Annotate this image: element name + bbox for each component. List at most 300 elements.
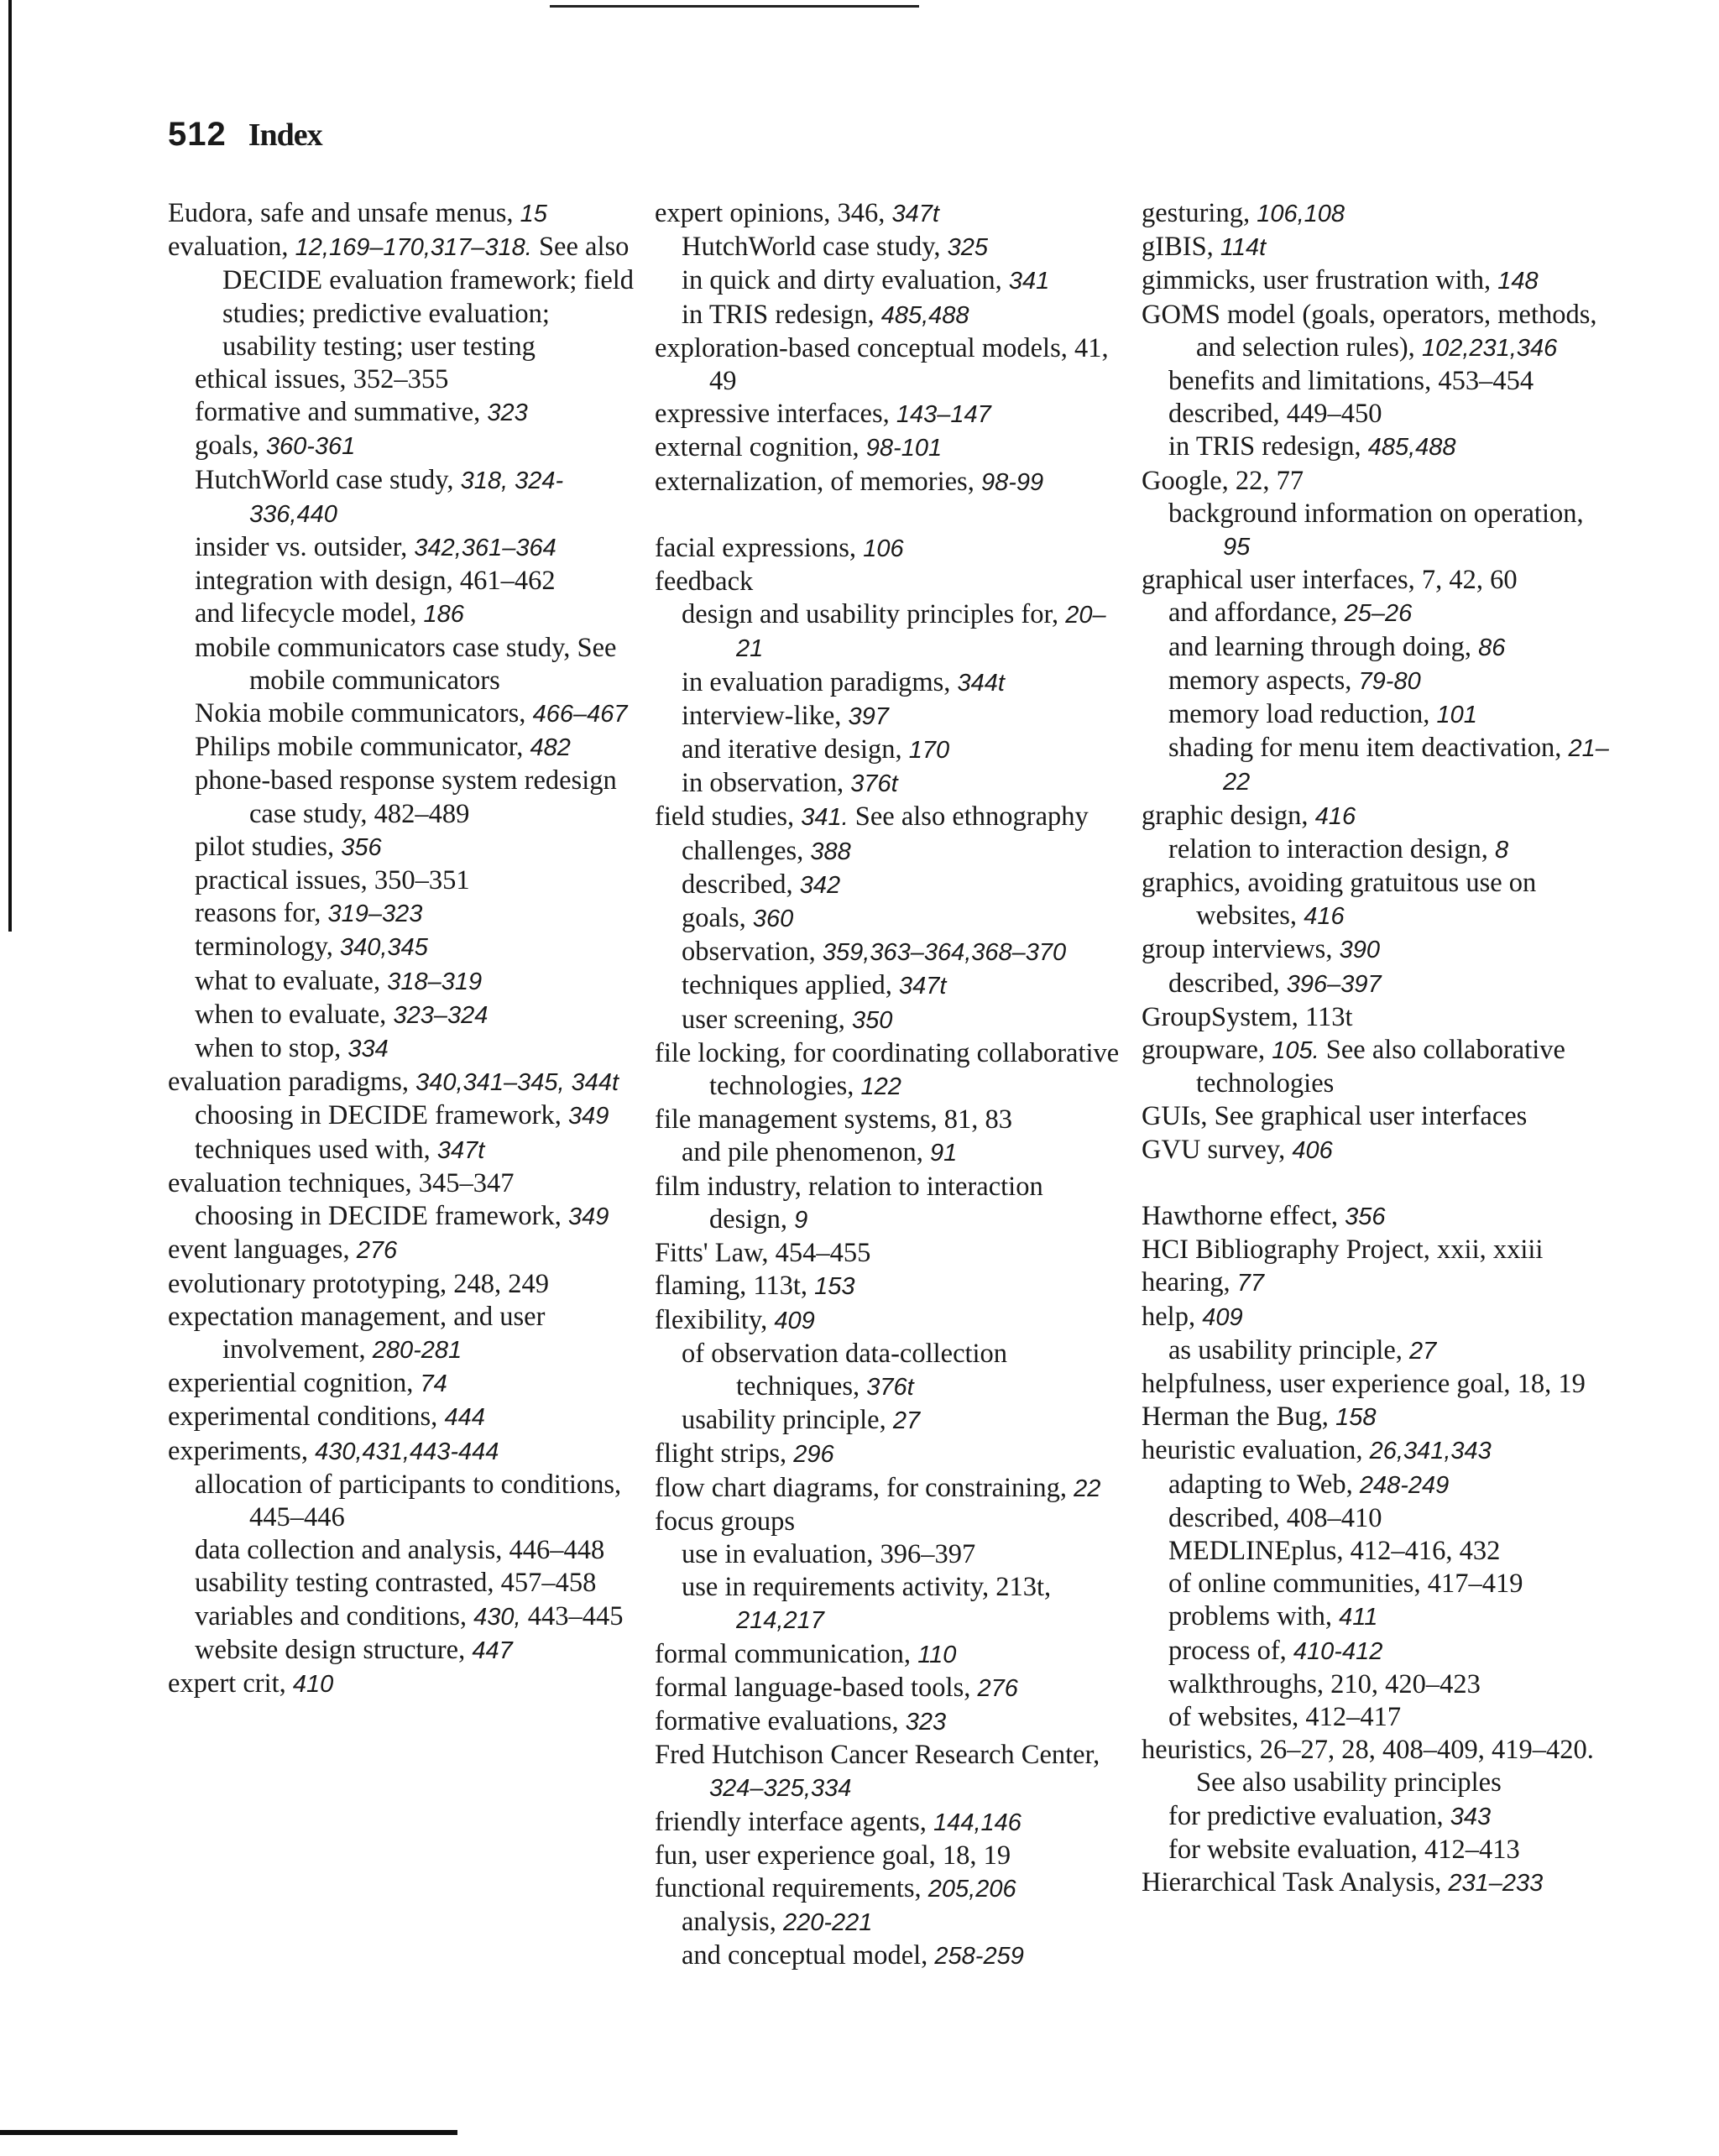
index-entry <box>1142 1100 1612 1133</box>
entry-pages: 409 <box>774 1307 815 1334</box>
index-entry <box>1142 231 1612 264</box>
entry-term: in TRIS redesign, <box>682 299 875 330</box>
entry-pages: 447 <box>472 1637 513 1664</box>
entry-pages: 8 <box>1494 836 1509 864</box>
index-subentry <box>655 902 1125 936</box>
index-entry <box>168 1167 638 1200</box>
index-subentry <box>655 231 1125 264</box>
entry-pages: 319–323 <box>327 901 423 928</box>
entry-pages: 101 <box>1436 702 1477 729</box>
index-subentry <box>655 869 1125 902</box>
index-subentry <box>168 1567 638 1600</box>
entry-pages: 324–325,334 <box>709 1775 852 1803</box>
entry-pages: 102,231,346 <box>1421 334 1558 362</box>
entry-pages: 342,361–364 <box>414 535 556 562</box>
entry-term: facial expressions, <box>655 532 857 563</box>
entry-pages: 12,169–170,317–318. <box>295 234 532 262</box>
entry-term: usability principle, <box>682 1405 886 1436</box>
entry-term: user screening, <box>682 1004 845 1035</box>
entry-term: insider vs. outsider, <box>195 532 408 563</box>
entry-term: use in requirements activity, 213t, <box>682 1572 1052 1603</box>
index-subentry <box>1142 631 1612 665</box>
entry-term: evaluation, <box>168 232 289 263</box>
index-entry <box>1142 1034 1612 1100</box>
entry-term: website design structure, <box>195 1634 466 1665</box>
entry-pages: 15 <box>520 201 547 227</box>
index-entry <box>655 1840 1125 1872</box>
entry-term: in TRIS redesign, <box>1168 431 1361 462</box>
index-entry <box>1142 800 1612 833</box>
index-entry <box>655 1705 1125 1739</box>
entry-pages: 406 <box>1292 1136 1333 1164</box>
entry-term: described, <box>682 869 793 900</box>
entry-term: external cognition, <box>655 432 860 463</box>
entry-pages: 360-361 <box>265 433 356 461</box>
entry-pages: 98-99 <box>980 468 1044 496</box>
index-subentry <box>168 363 638 396</box>
entry-pages: 95 <box>1223 534 1251 561</box>
index-entry <box>1142 1200 1612 1234</box>
index-subentry <box>655 299 1125 332</box>
entry-term: file management systems, 81, 83 <box>655 1104 1013 1135</box>
entry-term: adapting to Web, <box>1168 1469 1353 1500</box>
index-entry <box>655 1872 1125 1906</box>
index-subentry <box>168 864 638 897</box>
entry-term: HCI Bibliography Project, xxii, xxiii <box>1142 1235 1544 1266</box>
entry-pages: 359,363–364,368–370 <box>822 939 1067 967</box>
entry-term: ethical issues, 352–355 <box>195 364 449 395</box>
entry-pages: 91 <box>930 1140 958 1167</box>
index-entry <box>1142 1734 1612 1799</box>
entry-term: described, 408–410 <box>1168 1502 1382 1533</box>
index-subentry <box>1142 1701 1612 1734</box>
entry-pages: 430,431,443-444 <box>315 1438 499 1465</box>
index-entry <box>168 1668 638 1701</box>
index-subentry <box>1142 1469 1612 1502</box>
index-entry <box>655 398 1125 431</box>
running-head: Index <box>248 117 322 153</box>
index-subentry <box>168 931 638 964</box>
entry-pages: 86 <box>1478 634 1506 661</box>
entry-term: memory load reduction, <box>1168 699 1430 730</box>
entry-term: as usability principle, <box>1168 1334 1403 1365</box>
index-subentry <box>655 969 1125 1003</box>
entry-pages: 466–467 <box>532 701 628 728</box>
index-column-2 <box>655 197 1125 1974</box>
index-entry <box>1142 1234 1612 1266</box>
entry-term: flexibility, <box>655 1304 768 1335</box>
index-entry <box>655 1270 1125 1303</box>
index-subentry <box>168 965 638 999</box>
index-subentry <box>168 430 638 463</box>
index-subentry <box>655 598 1125 666</box>
entry-term: GOMS model (goals, operators, methods, and selection rules), <box>1142 299 1597 363</box>
entry-term: process of, <box>1168 1635 1287 1666</box>
index-subentry <box>168 1634 638 1668</box>
entry-term: for predictive evaluation, <box>1168 1800 1444 1831</box>
index-subentry <box>655 1538 1125 1571</box>
entry-term: reasons for, <box>195 898 321 929</box>
index-entry <box>655 332 1125 398</box>
entry-term: focus groups <box>655 1506 795 1537</box>
index-subentry <box>168 1469 638 1534</box>
entry-pages: 214,217 <box>736 1607 824 1635</box>
index-column-1 <box>168 197 638 1701</box>
entry-pages: 318, 324-336,440 <box>249 467 564 528</box>
entry-pages: 318–319 <box>387 968 483 995</box>
entry-term: techniques used with, <box>195 1134 431 1165</box>
index-entry <box>655 431 1125 465</box>
entry-pages: 349 <box>567 1103 609 1130</box>
index-subentry <box>168 1099 638 1133</box>
index-subentry <box>1142 1535 1612 1568</box>
entry-pages: 485,488 <box>880 301 969 329</box>
entry-pages: 144,146 <box>933 1809 1021 1836</box>
entry-pages: 27 <box>892 1407 921 1435</box>
page-number: 512 <box>168 116 227 153</box>
index-subentry <box>168 1032 638 1066</box>
entry-pages: 74 <box>420 1370 447 1398</box>
index-subentry <box>655 1571 1125 1637</box>
entry-term: challenges, <box>682 835 804 866</box>
entry-term: GVU survey, <box>1142 1134 1286 1165</box>
entry-pages: 360 <box>752 906 794 933</box>
entry-term: memory aspects, <box>1168 665 1352 696</box>
index-subentry <box>168 1200 638 1234</box>
index-subentry <box>1142 1834 1612 1866</box>
entry-term: heuristic evaluation, <box>1142 1435 1363 1466</box>
entry-pages: 390 <box>1339 937 1380 964</box>
entry-term: experiments, <box>168 1435 308 1466</box>
entry-term: when to stop, <box>195 1033 342 1064</box>
index-subentry <box>168 731 638 765</box>
index-entry <box>1142 564 1612 597</box>
entry-pages: 258-259 <box>934 1943 1024 1971</box>
entry-term: Philips mobile communicator, <box>195 732 524 763</box>
entry-pages: 376t <box>866 1373 914 1401</box>
index-subentry <box>168 831 638 864</box>
entry-pages: 347t <box>436 1136 485 1164</box>
entry-term: variables and conditions, <box>195 1600 468 1631</box>
index-entry <box>655 566 1125 598</box>
entry-term: MEDLINEplus, 412–416, 432 <box>1168 1535 1501 1566</box>
index-subentry <box>655 1906 1125 1939</box>
index-entry <box>168 1301 638 1367</box>
index-subentry <box>655 767 1125 801</box>
entry-pages: 325 <box>947 234 988 262</box>
index-entry <box>655 1506 1125 1538</box>
entry-pages: 444 <box>444 1404 485 1432</box>
entry-pages: 27 <box>1409 1337 1437 1365</box>
index-subentry <box>655 666 1125 700</box>
index-subentry <box>1142 365 1612 398</box>
entry-term: analysis, <box>682 1907 776 1938</box>
index-subentry <box>1142 597 1612 630</box>
entry-pages: 276 <box>356 1237 398 1265</box>
entry-pages: 22 <box>1074 1475 1101 1502</box>
entry-term: help, <box>1142 1301 1196 1332</box>
index-entry <box>1142 465 1612 498</box>
index-subentry <box>168 999 638 1032</box>
entry-pages: 323 <box>487 399 528 427</box>
entry-term: and learning through doing, <box>1168 631 1472 662</box>
index-subentry <box>168 765 638 830</box>
index-entry <box>1142 197 1612 231</box>
entry-term: relation to interaction design, <box>1168 833 1488 864</box>
entry-term: flight strips, <box>655 1438 787 1470</box>
index-subentry <box>1142 431 1612 464</box>
entry-term: exploration-based conceptual models, 41, 49 <box>655 332 1109 397</box>
entry-term: when to evaluate, <box>195 999 387 1030</box>
entry-term: graphics, avoiding gratuitous use on websites, <box>1142 868 1537 932</box>
entry-pages: 356 <box>1345 1203 1386 1230</box>
entry-pages: 334 <box>347 1036 389 1063</box>
entry-term: problems with, <box>1168 1601 1332 1632</box>
entry-term: HutchWorld case study, <box>682 232 941 263</box>
index-subentry <box>1142 833 1612 867</box>
entry-pages: 21–22 <box>1223 735 1609 796</box>
index-entry <box>655 466 1125 499</box>
index-subentry <box>1142 665 1612 698</box>
entry-term: design and usability principles for, <box>682 599 1059 630</box>
entry-pages: 143–147 <box>896 401 991 429</box>
index-entry <box>655 1806 1125 1840</box>
index-entry <box>655 1438 1125 1471</box>
entry-term: integration with design, 461–462 <box>195 566 556 597</box>
index-subentry <box>168 1534 638 1567</box>
index-subentry <box>655 1004 1125 1037</box>
entry-pages: 340,345 <box>340 934 428 962</box>
entry-term: fun, user experience goal, 18, 19 <box>655 1840 1011 1871</box>
entry-continuation: See also DECIDE evaluation framework; field studies; predictive evaluation; usability testing; user testing <box>222 232 635 362</box>
entry-continuation: See also ethnography <box>854 801 1089 833</box>
entry-pages: 122 <box>860 1073 901 1101</box>
index-entry <box>168 1268 638 1301</box>
entry-term: and affordance, <box>1168 598 1338 629</box>
entry-term: GroupSystem, 113t <box>1142 1001 1353 1032</box>
entry-pages: 148 <box>1497 268 1539 295</box>
index-subentry <box>168 396 638 430</box>
entry-term: gesturing, <box>1142 198 1251 228</box>
entry-term: Nokia mobile communicators, <box>195 698 526 729</box>
entry-pages: 323–324 <box>393 1001 489 1029</box>
index-subentry <box>655 1939 1125 1973</box>
entry-pages: 153 <box>814 1273 855 1301</box>
entry-continuation: 443–445 <box>527 1600 624 1631</box>
entry-pages: 20–21 <box>736 602 1106 663</box>
entry-pages: 170 <box>908 737 950 765</box>
index-entry <box>655 1037 1125 1104</box>
entry-pages: 397 <box>848 702 889 730</box>
index-subentry <box>1142 1600 1612 1634</box>
entry-pages: 323 <box>905 1708 947 1736</box>
entry-pages: 347t <box>899 973 947 1000</box>
index-entry <box>1142 933 1612 967</box>
entry-term: practical issues, 350–351 <box>195 865 470 896</box>
index-column-3 <box>1142 197 1612 1900</box>
entry-term: Hawthorne effect, <box>1142 1200 1339 1231</box>
entry-term: event languages, <box>168 1235 350 1266</box>
entry-term: use in evaluation, 396–397 <box>682 1538 976 1569</box>
index-entry <box>1142 1001 1612 1034</box>
entry-term: expert crit, <box>168 1668 286 1699</box>
index-subentry <box>1142 498 1612 564</box>
entry-term: film industry, relation to interaction design, <box>655 1171 1043 1235</box>
entry-pages: 409 <box>1202 1303 1243 1331</box>
entry-term: HutchWorld case study, <box>195 464 454 495</box>
entry-term: and iterative design, <box>682 734 902 765</box>
index-subentry <box>168 697 638 731</box>
index-entry <box>168 1401 638 1434</box>
index-subentry <box>168 565 638 598</box>
index-entry <box>655 1104 1125 1136</box>
entry-term: flow chart diagrams, for constraining, <box>655 1472 1067 1503</box>
index-entry <box>168 231 638 363</box>
index-subentry <box>168 598 638 631</box>
index-subentry <box>168 632 638 697</box>
entry-term: formative evaluations, <box>655 1705 899 1736</box>
entry-term: goals, <box>682 903 746 934</box>
entry-pages: 205,206 <box>927 1875 1016 1903</box>
index-entry <box>1142 264 1612 298</box>
entry-pages: 411 <box>1339 1604 1378 1631</box>
index-subentry <box>1142 698 1612 732</box>
entry-term: of websites, 412–417 <box>1168 1701 1402 1732</box>
index-entry <box>1142 1434 1612 1468</box>
entry-pages: 416 <box>1304 903 1345 931</box>
entry-pages: 158 <box>1335 1404 1377 1432</box>
entry-term: formative and summative, <box>195 397 481 428</box>
index-subentry <box>168 1134 638 1167</box>
entry-term: flaming, 113t, <box>655 1271 808 1302</box>
index-entry <box>168 197 638 231</box>
entry-term: expressive interfaces, <box>655 399 890 430</box>
entry-term: Fred Hutchison Cancer Research Center, <box>655 1740 1100 1771</box>
entry-term: friendly interface agents, <box>655 1806 927 1837</box>
entry-term: field studies, <box>655 801 795 833</box>
index-subentry <box>1142 1668 1612 1701</box>
entry-term: shading for menu item deactivation, <box>1168 733 1562 764</box>
index-entry <box>168 1367 638 1401</box>
entry-term: and lifecycle model, <box>195 598 417 629</box>
entry-term: what to evaluate, <box>195 965 381 996</box>
left-scan-edge <box>8 0 12 932</box>
entry-term: graphic design, <box>1142 800 1309 831</box>
entry-term: experiential cognition, <box>168 1368 414 1399</box>
index-subentry <box>655 936 1125 969</box>
index-subentry <box>655 1338 1125 1404</box>
entry-pages: 231–233 <box>1448 1869 1544 1897</box>
index-entry <box>655 1472 1125 1506</box>
entry-term: and pile phenomenon, <box>682 1137 923 1168</box>
entry-term: described, <box>1168 968 1280 999</box>
entry-term: functional requirements, <box>655 1872 922 1903</box>
index-entry <box>1142 867 1612 933</box>
index-entry <box>655 532 1125 566</box>
entry-term: evaluation techniques, 345–347 <box>168 1167 515 1198</box>
entry-term: evolutionary prototyping, 248, 249 <box>168 1268 550 1299</box>
entry-pages: 296 <box>793 1441 834 1469</box>
entry-term: evaluation paradigms, <box>168 1067 409 1098</box>
entry-term: and conceptual model, <box>682 1940 928 1971</box>
entry-pages: 410-412 <box>1293 1637 1383 1665</box>
entry-pages: 347t <box>891 201 939 227</box>
entry-term: in observation, <box>682 768 844 799</box>
top-rule <box>550 5 919 8</box>
entry-pages: 344t <box>957 669 1005 697</box>
entry-pages: 248-249 <box>1359 1471 1450 1499</box>
entry-term: hearing, <box>1142 1267 1230 1298</box>
entry-term: for website evaluation, 412–413 <box>1168 1834 1520 1865</box>
entry-pages: 110 <box>917 1641 957 1668</box>
entry-term: described, 449–450 <box>1168 399 1382 430</box>
index-subentry <box>1142 1502 1612 1535</box>
index-subentry <box>655 733 1125 767</box>
entry-pages: 416 <box>1314 802 1356 830</box>
entry-term: group interviews, <box>1142 934 1333 965</box>
entry-term: mobile communicators case study, See mobile communicators <box>195 632 617 696</box>
entry-pages: 26,341,343 <box>1369 1438 1492 1465</box>
entry-term: observation, <box>682 937 816 968</box>
entry-pages: 280-281 <box>372 1336 462 1364</box>
entry-pages: 356 <box>341 833 382 861</box>
entry-term: of observation data-collection techniques, <box>682 1338 1008 1402</box>
entry-pages: 342 <box>799 871 841 899</box>
entry-pages: 341. <box>801 804 849 832</box>
entry-term: file locking, for coordinating collaborative technologies, <box>655 1037 1120 1102</box>
entry-term: Eudora, safe and unsafe menus, <box>168 198 514 228</box>
index-subentry <box>1142 968 1612 1001</box>
index-entry <box>655 1638 1125 1672</box>
entry-term: goals, <box>195 431 259 462</box>
entry-pages: 349 <box>567 1203 609 1231</box>
index-subentry <box>168 897 638 931</box>
index-entry <box>168 1066 638 1099</box>
entry-term: heuristics, 26–27, 28, 408–409, 419–420. See also usability principles <box>1142 1735 1594 1798</box>
entry-term: Herman the Bug, <box>1142 1402 1329 1433</box>
entry-term: of online communities, 417–419 <box>1168 1569 1523 1600</box>
index-entry <box>655 1237 1125 1270</box>
entry-pages: 341 <box>1008 268 1050 295</box>
entry-term: externalization, of memories, <box>655 466 974 497</box>
entry-pages: 396–397 <box>1286 970 1382 998</box>
entry-term: groupware, <box>1142 1035 1266 1066</box>
entry-term: formal language-based tools, <box>655 1672 971 1703</box>
entry-term: phone-based response system redesign case study, 482–489 <box>195 765 617 829</box>
index-subentry <box>655 700 1125 733</box>
entry-term: Google, 22, 77 <box>1142 465 1304 496</box>
entry-pages: 105. <box>1272 1037 1319 1065</box>
entry-term: background information on operation, <box>1168 498 1584 529</box>
entry-pages: 25–26 <box>1344 600 1413 628</box>
entry-term: Fitts' Law, 454–455 <box>655 1238 871 1269</box>
entry-pages: 106 <box>863 535 904 562</box>
index-entry <box>1142 1134 1612 1167</box>
entry-pages: 343 <box>1450 1803 1492 1830</box>
page-header <box>168 116 322 154</box>
entry-pages: 350 <box>852 1006 893 1034</box>
entry-pages: 98-101 <box>865 435 943 462</box>
entry-term: expectation management, and user involvement, <box>168 1301 546 1365</box>
entry-pages: 430, <box>473 1603 521 1631</box>
entry-pages: 77 <box>1236 1270 1264 1297</box>
entry-term: experimental conditions, <box>168 1402 438 1433</box>
entry-term: in quick and dirty evaluation, <box>682 265 1002 296</box>
entry-pages: 485,488 <box>1367 434 1456 462</box>
entry-pages: 114t <box>1220 234 1267 262</box>
entry-term: formal communication, <box>655 1638 912 1669</box>
entry-term: data collection and analysis, 446–448 <box>195 1535 605 1566</box>
